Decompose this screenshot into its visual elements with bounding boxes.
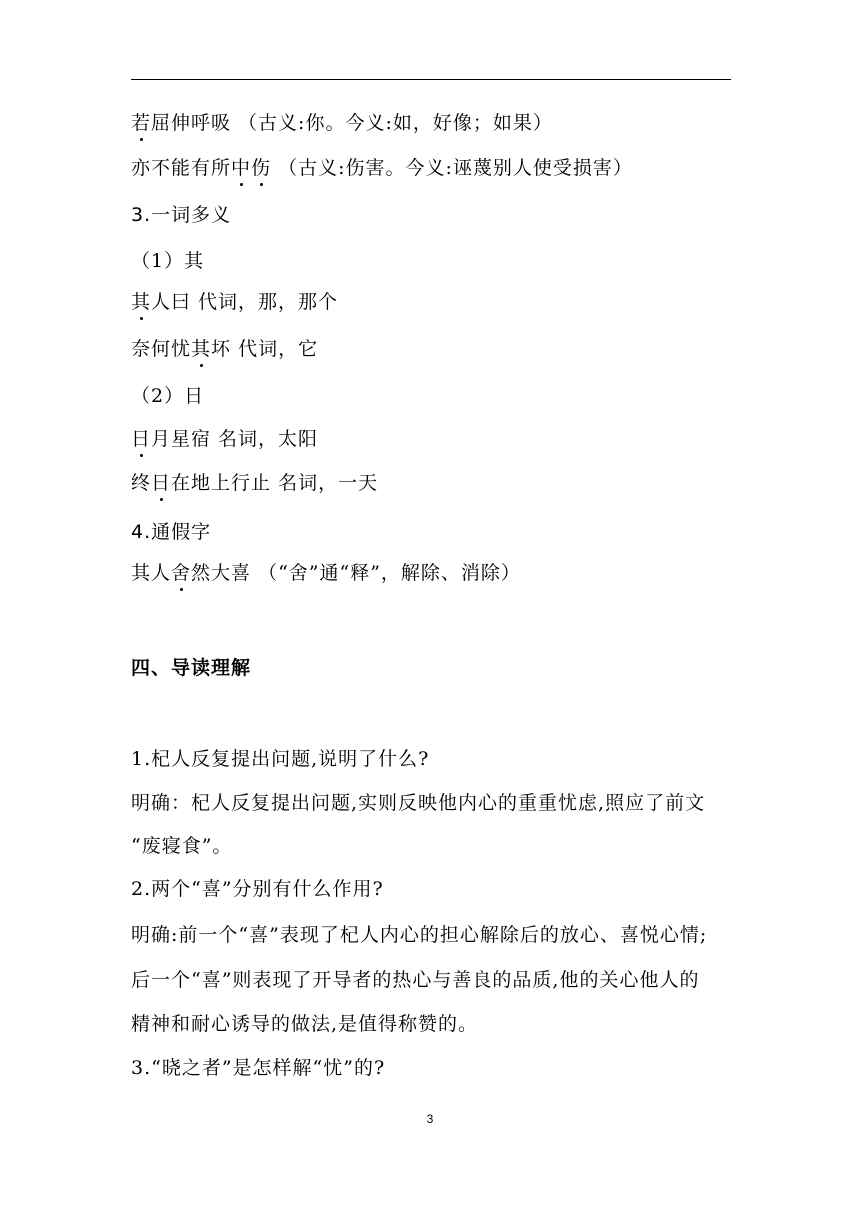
dotted-char: 其 (131, 291, 152, 313)
dotted-char: 日 (131, 428, 152, 450)
dotted-char: 舍 (171, 562, 192, 584)
dotted-char: 其 (191, 338, 212, 360)
polysemy-line-ri-1 (131, 427, 318, 451)
dotted-char: 日 (151, 472, 172, 494)
answer-2-line-2: 后一个“喜”则表现了开导者的热心与善良的品质,他的关心他人的 (131, 969, 700, 991)
ancient-meaning-line-zhongshang (131, 156, 633, 180)
question-3: 3.“晓之者”是怎样解“忧”的? (131, 1057, 386, 1079)
subsection-title-qi: （1）其 (131, 250, 205, 272)
ancient-meaning-line-ruo (131, 111, 553, 135)
line-text: 终 (131, 472, 152, 494)
line-text: 人曰 代词，那，那个 (151, 291, 339, 313)
line-text: （古义:伤害。今义:诬蔑别人使受损害） (271, 157, 633, 179)
answer-1-line-2: “废寝食”。 (131, 835, 233, 857)
line-text: 月星宿 名词，太阳 (151, 428, 319, 450)
line-text: 其人 (131, 562, 172, 584)
dotted-char: 中 (231, 157, 252, 179)
polysemy-line-qi-1 (131, 290, 338, 314)
polysemy-line-ri-2 (131, 471, 378, 495)
answer-1-line-1: 明确：杞人反复提出问题,实则反映他内心的重重忧虑,照应了前文 (131, 792, 706, 814)
header-rule (131, 79, 731, 80)
line-text: 在地上行止 名词，一天 (171, 472, 379, 494)
dotted-char: 伤 (251, 157, 272, 179)
line-text: 坏 代词，它 (211, 338, 319, 360)
line-text: 然大喜 （“舍”通“释”，解除、消除） (191, 562, 521, 584)
section-title-tongjia: 4.通假字 (131, 521, 212, 543)
answer-2-line-1: 明确:前一个“喜”表现了杞人内心的担心解除后的放心、喜悦心情; (131, 924, 708, 946)
line-text: 奈何忧 (131, 338, 192, 360)
question-1: 1.杞人反复提出问题,说明了什么? (131, 748, 430, 770)
line-text: 屈伸呼吸 （古义:你。今义:如，好像；如果） (151, 112, 553, 134)
subsection-title-ri: （2）日 (131, 385, 205, 407)
section-heading-reading: 四、导读理解 (131, 657, 252, 679)
line-text: 亦不能有所 (131, 157, 232, 179)
answer-2-line-3: 精神和耐心诱导的做法,是值得称赞的。 (131, 1013, 479, 1035)
tongjia-line (131, 561, 521, 585)
question-2: 2.两个“喜”分别有什么作用? (131, 878, 384, 900)
polysemy-line-qi-2 (131, 337, 318, 361)
page-number: 3 (426, 1112, 434, 1126)
dotted-char: 若 (131, 112, 152, 134)
section-title-polysemy: 3.一词多义 (131, 204, 232, 226)
